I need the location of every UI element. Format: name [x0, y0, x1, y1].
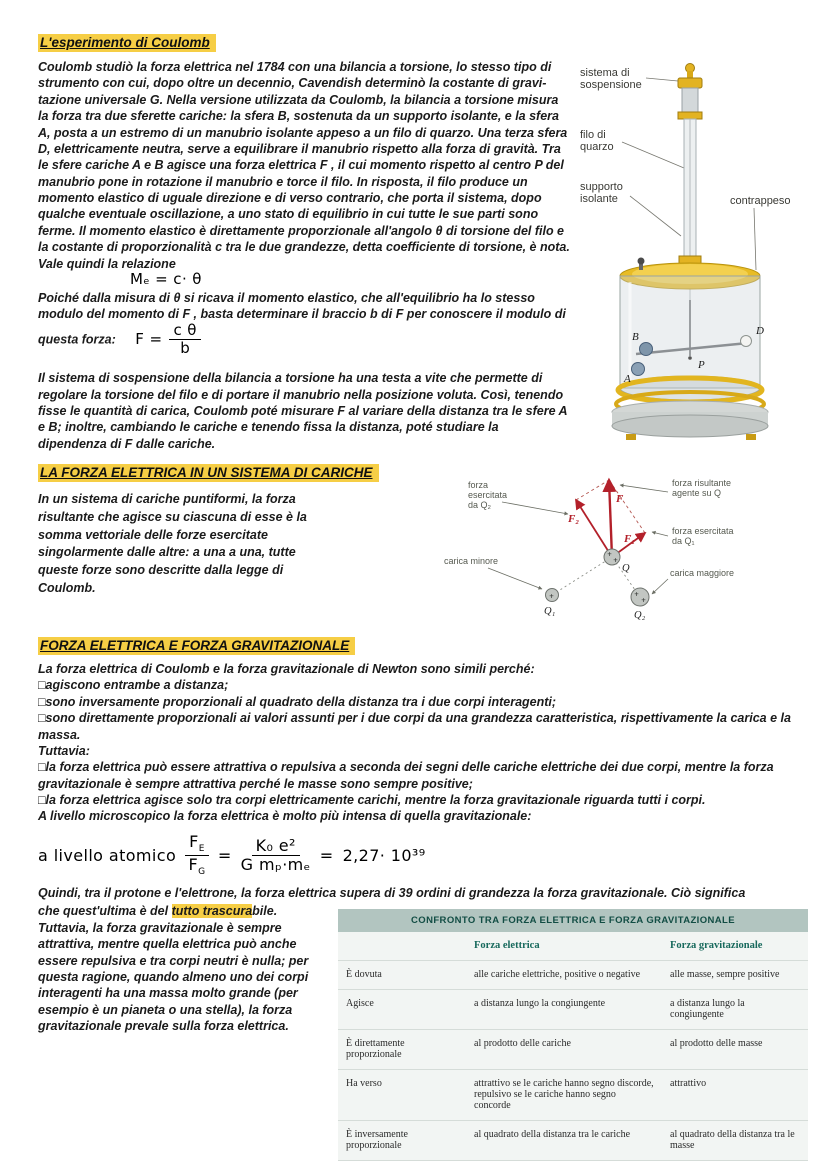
table-cell-gravitational: al quadrato della distanza tra le masse — [662, 1121, 808, 1161]
charge-label-q2: Q₂ — [634, 610, 646, 621]
letter-p: P — [698, 359, 705, 371]
section-sistema-text-column — [38, 464, 440, 627]
label-insulating-support: supporto isolante — [580, 181, 623, 205]
table-cell-electric: attrattivo se le cariche hanno segno discorde, repulsivo se le cariche hanno segno concorde — [466, 1070, 662, 1121]
table-cell-electric: alle cariche elettriche, positive o negative — [466, 961, 662, 990]
ratio-fe-fg: $\frac{F_E}{F_G}$ — [185, 834, 209, 878]
formula-forza — [135, 320, 201, 358]
svg-text:+: + — [613, 557, 619, 564]
letter-d: D — [756, 325, 764, 337]
vector-f-resultant — [609, 480, 612, 557]
paragraph-final-lead: Quindi, tra il protone e l'elettrone, la forza elettrica supera di 39 ordini di grandezza la forza gravitazionale. Ciò significa — [38, 886, 746, 900]
vector-label-f2: F₂ — [568, 513, 580, 525]
table-cell-label: È dovuta — [338, 961, 466, 990]
label-quartz-wire: filo di quarzo — [580, 129, 614, 153]
table-row — [338, 961, 808, 990]
table-row — [338, 1121, 808, 1161]
table-header-row — [338, 932, 808, 961]
section-title-esperimento-di-coulomb: L'esperimento di Coulomb — [38, 34, 216, 52]
pivot-p — [688, 356, 692, 360]
sphere-d — [741, 336, 752, 347]
charge-label-q: Q — [622, 563, 630, 574]
table-cell-label: Agisce — [338, 990, 466, 1030]
bullet-difference-2: □la forza elettrica agisce solo tra corpi elettricamente carichi, mentre la forza gravitazionale riguarda tutti i corpi. — [38, 793, 706, 807]
label-resultant-force: forza risultante agente su Q — [672, 478, 732, 498]
label-larger-charge: carica maggiore — [670, 568, 735, 578]
force-diagram-figure — [440, 472, 760, 627]
paragraph-microscopic: A livello microscopico la forza elettrica è molto più intensa di quella gravitazionale: — [38, 809, 532, 824]
vector-label-f: F — [616, 493, 624, 505]
table-cell-label: È direttamente proporzionale — [338, 1030, 466, 1070]
table-cell-gravitational: a distanza lungo la congiungente — [662, 990, 808, 1030]
table-header-gravitational: Forza gravitazionale — [662, 932, 808, 961]
ratio-constants: $\frac{\text{K₀ e²}}{\text{G mₚ·mₑ}}$ — [240, 835, 311, 875]
table-row — [338, 1030, 808, 1070]
table-cell-electric: al prodotto delle cariche — [466, 1030, 662, 1070]
torsion-balance-figure — [578, 60, 818, 447]
comparison-table-title: CONFRONTO TRA FORZA ELETTRICA E FORZA GRAVITAZIONALE — [338, 909, 808, 932]
letter-b: B — [632, 331, 639, 343]
table-cell-electric: al quadrato della distanza tra le cariche — [466, 1121, 662, 1161]
bullet-similarity-2: □sono inversamente proporzionali al quadrato della distanza tra i due corpi interagenti; — [38, 694, 557, 709]
paragraph-sistema-cariche: In un sistema di cariche puntiformi, la forza risultante che agisce su ciascuna di esse è la somma vettoriale delle forze esercitate singolarmente dalle altre: a una a una, tutte queste forze sono descritte dalla legge di Coulomb. — [38, 492, 307, 595]
formula-atomic-result: 2,27· 10³⁹ — [342, 846, 426, 866]
label-force-from-q2: forza esercitata da Q₂ — [468, 480, 508, 510]
suspension-head — [678, 64, 702, 120]
force-diagram — [440, 472, 760, 622]
formula-forza-lhs: F = — [135, 330, 163, 349]
section-title-forza-elettrica-gravitazionale: FORZA ELETTRICA E FORZA GRAVITAZIONALE — [38, 637, 355, 655]
table-cell-gravitational: attrattivo — [662, 1070, 808, 1121]
vector-label-f1: F₁ — [624, 533, 636, 545]
section-coulomb-experiment — [38, 34, 808, 452]
label-smaller-charge: carica minore — [444, 556, 499, 566]
svg-text:+: + — [634, 591, 640, 598]
table-row — [338, 990, 808, 1030]
paragraph-similarities-intro: La forza elettrica di Coulomb e la forza gravitazionale di Newton sono simili perché: — [38, 662, 535, 676]
svg-text:+: + — [549, 593, 555, 600]
charge-q2 — [631, 588, 649, 606]
paragraph-tuttavia: Tuttavia: — [38, 743, 90, 758]
section-coulomb-text-column — [38, 34, 570, 452]
table-cell-label: Ha verso — [338, 1070, 466, 1121]
formula-forza-fraction: $\frac{\text{c θ}}{b}$ — [169, 323, 200, 358]
bullet-difference-1: □la forza elettrica può essere attrattiva o repulsiva a seconda dei segni delle cariche elettriche dei due corpi, mentre la forza gravitazionale è sempre attrattiva perché le masse sono sempre positive; — [38, 760, 774, 791]
charge-q1 — [546, 589, 559, 602]
vector-f2 — [576, 500, 612, 557]
label-counterweight: contrappeso — [730, 195, 791, 207]
paragraph-coulomb-2-text: Poiché dalla misura di θ si ricava il momento elastico, che all'equilibrio ha lo stesso modulo del momento di F , basta determinare il braccio b di F per conoscere il modulo di questa forza: — [38, 290, 566, 347]
comparison-table — [338, 909, 808, 1161]
formula-atomic-prefix: a livello atomico — [38, 846, 177, 866]
section-sistema-di-cariche — [38, 464, 808, 627]
paragraph-coulomb-1: Coulomb studiò la forza elettrica nel 1784 con una bilancia a torsione, lo stesso tipo di strumento con cui, dopo oltre un decennio, Cavendish determinò la costante di gravi- tazione universale G. Nella versione utilizzata da Coulomb, la bilancia a torsione misura la forza tra due sferette cariche: la sfera B, sostenuta da un supporto isolante, e la sfera A, posta a un estremo di un manubrio isolante appeso a un filo di quarzo. Una terza sfera D, elettricamente neutra, serve a equilibrare il manubrio rispetto alla forza di gravità. Tra le sfere cariche A e B agisce una forza elettrica F , il cui momento rispetto al centro P del manubrio pone in rotazione il manubrio e torce il filo. In risposta, il filo produce un momento elastico di uguale direzione e di verso contrario, che porta il sistema, dopo qualche eventuale oscillazione, a uno stato di equilibrio in cui tutte le sue parti sono ferme. Il momento elastico è direttamente proporzionale all'angolo θ di torsione del filo e la costante di proporzionalità c tra le due grandezze, detta coefficiente di torsione, è nota. Vale quindi la relazione — [38, 60, 570, 271]
table-header-electric: Forza elettrica — [466, 932, 662, 961]
paragraph-final: che quest'ultima è del tutto trascurabile. Tuttavia, la forza gravitazionale è sempre attrattiva, mentre quella elettrica può anche essere repulsiva e tra corpi neutri è nulla; per questa ragione, quando almeno uno dei corpi interagenti ha una massa molto grande (per esempio è un pianeta o una stella), la forza gravitazionale prevale sulla forza elettrica. — [38, 904, 309, 1033]
torsion-balance-illustration — [578, 60, 818, 442]
formula-atomic-ratio: a livello atomico $\frac{F_E}{F_G}$ = $\frac{\text{K₀ e²}}{\text{G mₚ·mₑ}}$ = 2,27· 10³⁹ — [38, 831, 426, 878]
letter-a: A — [624, 373, 631, 385]
table-header-empty — [338, 932, 466, 961]
annotation-arrows — [488, 485, 668, 594]
svg-text:+: + — [607, 551, 613, 558]
table-cell-gravitational: alle masse, sempre positive — [662, 961, 808, 990]
charge-label-q1: Q₁ — [544, 606, 556, 617]
label-suspension-system: sistema di sospensione — [580, 67, 642, 91]
charge-q — [604, 549, 620, 565]
final-row — [38, 903, 808, 1161]
section-forza-elettrica-gravitazionale — [38, 637, 808, 1161]
sphere-b — [640, 343, 653, 356]
paragraph-coulomb-3: Il sistema di sospensione della bilancia a torsione ha una testa a vite che permette di regolare la torsione del filo e di portare il manubrio nella posizione voluta. Così, tenendo fisse le quantità di carica, Coulomb poté misurare F al variare della distanza tra le sfere A e B; inoltre, cambiando le cariche e tenendo fissa la distanza, poté studiare la dipendenza di F dalle cariche. — [38, 371, 568, 451]
table-cell-gravitational: al prodotto delle masse — [662, 1030, 808, 1070]
label-force-from-q1: forza esercitata da Q₁ — [672, 526, 734, 546]
table-row — [338, 1070, 808, 1121]
highlighted-phrase: tutto trascura — [171, 904, 253, 919]
bullet-similarity-1: □agiscono entrambe a distanza; — [38, 678, 229, 693]
sphere-a — [632, 363, 645, 376]
bullet-similarity-3: □sono direttamente proporzionali ai valori assunti per i due corpi da una grandezza caratteristica, rispettivamente la carica e la massa. — [38, 711, 791, 742]
svg-text:+: + — [641, 597, 647, 604]
table-cell-label: È inversamente proporzionale — [338, 1121, 466, 1161]
paragraph-coulomb-2 — [38, 290, 570, 357]
table-cell-electric: a distanza lungo la congiungente — [466, 990, 662, 1030]
section-title-forza-sistema-cariche: LA FORZA ELETTRICA IN UN SISTEMA DI CARICHE — [38, 464, 379, 482]
formula-momento-elastico: Mₑ = c· θ — [130, 269, 202, 288]
